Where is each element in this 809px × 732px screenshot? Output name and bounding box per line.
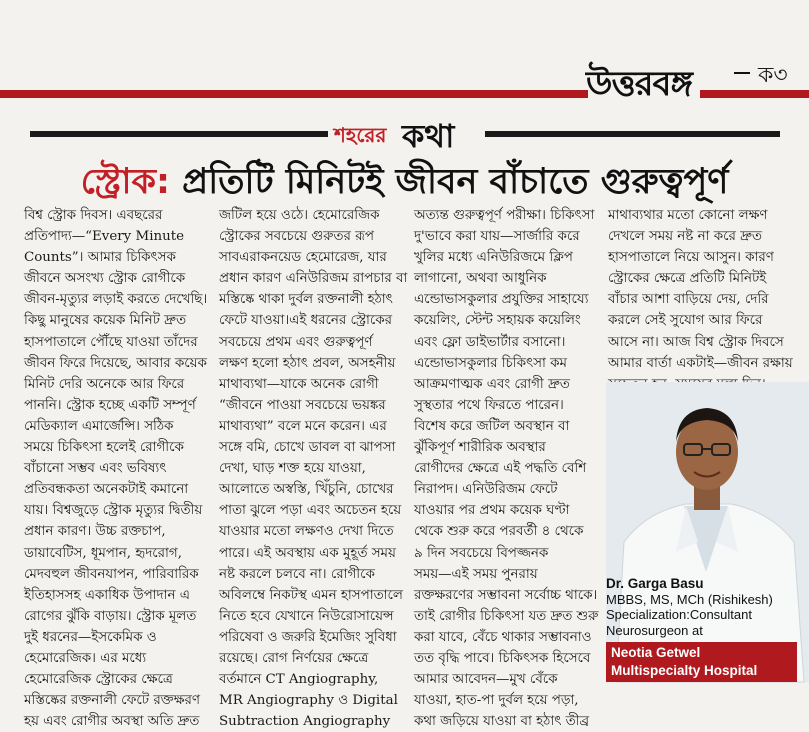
article-line: ৯ দিন সবচেয়ে বিপজ্জনক — [414, 545, 549, 561]
article-line: প্রতিবন্ধকতা অনেকটাই কমানো — [24, 482, 189, 498]
article-line: অত্যন্ত গুরুত্বপূর্ণ পরীক্ষা। চিকিৎসা — [414, 208, 595, 223]
article-line: অবিলম্বে নিকটস্থ এমন হাসপাতালে — [219, 587, 403, 603]
article-line: জীবন ফিরে দিয়েছে, আবার কয়েক — [24, 355, 207, 371]
article-line: এন্ডোভাসকুলার প্রযুক্তির সাহায্যে — [414, 292, 589, 308]
section-heading-big: কথা — [402, 117, 455, 155]
article-line: MR Angiography ও Digital — [219, 693, 398, 709]
article-column-4 — [608, 205, 802, 385]
article-line: তাই রোগীর চিকিৎসা যত দ্রুত শুরু — [414, 608, 599, 624]
section-rule-left — [30, 131, 328, 137]
author-role: Neurosurgeon at — [606, 622, 703, 638]
article-line: জটিল হয়ে ওঠে। হেমোরেজিক — [219, 208, 380, 223]
section-heading — [334, 113, 482, 153]
article-line: রোগীদের ক্ষেত্রে এই পদ্ধতি বেশি — [414, 461, 587, 477]
article-line: ডায়াবেটিস, ধূমপান, হৃদরোগ, — [24, 545, 182, 561]
article-line: প্রধান কারণ। উচ্চ রক্তচাপ, — [24, 524, 166, 540]
article-line: করলে সেই সুযোগ আর ফিরে — [608, 313, 763, 329]
article-line: মস্তিষ্কে থাকা দুর্বল রক্তনালী হঠাৎ — [219, 292, 393, 308]
headline-main: প্রতিটি মিনিটই জীবন বাঁচাতে গুরুত্বপূর্ণ — [182, 162, 729, 202]
article-line: দু'ভাবে করা যায়—সার্জারি করে — [414, 229, 580, 245]
article-line: হেমোরেজিক। এর মধ্যে — [24, 650, 147, 666]
article-line: সুস্থতার পথে ফিরতে পারেন। — [414, 397, 564, 413]
headline-accent: স্ট্রোক: — [80, 162, 170, 202]
author-name: Dr. Garga Basu — [606, 576, 704, 591]
hospital-box — [606, 642, 797, 682]
article-line: বাঁচার আশা বাড়িয়ে দেয়, দেরি — [608, 292, 769, 308]
article-line: যাওয়ার পর প্রথম কয়েক ঘণ্টা — [414, 503, 570, 519]
article-line: আমার বার্তা একটাই—জীবন রক্ষায় — [608, 355, 793, 371]
article-line: হাসপাতালে পৌঁছে যাওয়া তাঁদের — [24, 334, 198, 350]
article-column-3 — [414, 205, 606, 730]
article-line: জীবনে অসংখ্য স্ট্রোক রোগীকে — [24, 271, 186, 287]
section-rule-right — [485, 131, 780, 137]
article-line: সময়ে চিকিৎসা হলেই রোগীকে — [24, 440, 184, 456]
article-column-2 — [219, 205, 409, 730]
article-line: যায়। বিশ্বজুড়ে স্ট্রোক মৃত্যুর দ্বিতীয় — [24, 503, 203, 519]
article-line: মেদবহুল জীবনযাপন, পারিবারিক — [24, 566, 199, 582]
article-line: তত বৃদ্ধি পাবে। চিকিৎসক হিসেবে — [414, 650, 591, 666]
article-line: বিশেষ করে জটিল অবস্থান বা — [414, 418, 570, 434]
article-line: মাথাব্যথা” বলে মনে করেন। এর — [219, 418, 387, 434]
article-line: হেমোরেজিক স্ট্রোকের ক্ষেত্রে — [24, 672, 173, 688]
article-line: বাঁচানো সম্ভব এবং ভবিষ্যৎ — [24, 461, 167, 477]
article-line: স্ট্রোকের ক্ষেত্রে প্রতিটি মিনিটই — [608, 271, 767, 287]
article-line: জীবন-মৃত্যুর লড়াই করতে দেখেছি। — [24, 292, 208, 308]
article-line: আলোতে অস্বস্তি, খিঁচুনি, চোখের — [219, 482, 394, 498]
article-line: আক্রমণাত্মক এবং রোগী দ্রুত — [414, 376, 570, 392]
article-line: সবচেয়ে প্রথম এবং গুরুত্বপূর্ণ — [219, 334, 373, 350]
masthead-rule-right — [700, 90, 809, 98]
article-line: ঝুঁকিপূর্ণ শারীরিক অবস্থার — [414, 440, 546, 456]
article-line: যাওয়া, হাত-পা দুর্বল হয়ে পড়া, — [414, 693, 579, 709]
article-line: নিরাপদ। এনিউরিজম ফেটে — [414, 482, 558, 498]
section-heading-small: শহরের — [334, 123, 387, 147]
hospital-name-line2: Multispecialty Hospital — [611, 663, 758, 678]
article-line: Counts”। আমার চিকিৎসক — [24, 250, 176, 266]
hospital-name-line1: Neotia Getwel — [611, 645, 701, 660]
article-line: দুই ধরনের—ইসকেমিক ও — [24, 629, 157, 645]
masthead-divider — [734, 72, 750, 74]
article-line: খুলির মধ্যে এনিউরিজমে ক্লিপ — [414, 250, 573, 266]
article-line: কিছু মানুষের কয়েক মিনিট দ্রুত — [24, 313, 186, 329]
article-line: রক্তক্ষরণের সম্ভাবনা সর্বোচ্চ থাকে। — [414, 587, 598, 603]
article-line: পরিষেবা ও জরুরি ইমেজিং সুবিধা — [219, 629, 397, 645]
masthead-logo: উত্তরবঙ্গ — [586, 64, 692, 104]
article-column-1 — [24, 205, 214, 730]
article-line: থেকে শুরু করে পরবর্তী ৪ থেকে — [414, 524, 584, 540]
article-line: যাওয়ার মতো লক্ষণও দেখা দিতে — [219, 524, 394, 540]
article-line: সঙ্গে বমি, চোখে ডাবল বা ঝাপসা — [219, 440, 396, 456]
article-line: পারে। এই অবস্থায় এক মুহূর্ত সময় — [219, 545, 396, 561]
article-line: বর্তমানে CT Angiography, — [219, 672, 379, 688]
article-line: দেখলে সময় নষ্ট না করে দ্রুত — [608, 229, 762, 245]
article-line: আমার আবেদন—মুখ বেঁকে — [414, 672, 558, 688]
article-line: দেখা, ঘাড় শক্ত হয়ে যাওয়া, — [219, 461, 366, 477]
article-line: মস্তিষ্কের রক্তনালী ফেটে রক্তক্ষরণ — [24, 693, 201, 709]
article-line: এবং ফ্লো ডাইভার্টার বসানো। — [414, 334, 566, 350]
article-line: রয়েছে। রোগ নির্ণয়ের ক্ষেত্রে — [219, 650, 369, 666]
article-line: সময়—এই সময় পুনরায় — [414, 566, 538, 582]
article-line: প্রধান কারণ এনিউরিজম রাপচার বা — [219, 271, 408, 287]
article-line: নষ্ট করলে চলবে না। রোগীকে — [219, 566, 375, 582]
article-line: হয় এবং রোগীর অবস্থা অতি দ্রুত — [24, 714, 200, 730]
article-line: লাগানো, অথবা আধুনিক — [414, 271, 547, 287]
author-specialization: Specialization:Consultant — [606, 607, 752, 622]
article-line: প্রতিপাদ্য—“Every Minute — [24, 229, 185, 245]
article-line: স্ট্রোকের সবচেয়ে গুরুতর রূপ — [219, 229, 374, 245]
article-line: এন্ডোভাসকুলার চিকিৎসা কম — [414, 355, 567, 371]
article-line: কয়েলিং, স্টেন্ট সহায়ক কয়েলিং — [414, 313, 581, 329]
article-line: Subtraction Angiography — [219, 714, 391, 730]
article-line: পাননি। স্ট্রোক হচ্ছে একটি সম্পূর্ণ — [24, 397, 196, 413]
article-line: মাথাব্যথার মতো কোনো লক্ষণ — [608, 208, 768, 223]
article-line: ফেটে যাওয়া।এই ধরনের স্ট্রোকের — [219, 313, 393, 329]
article-line: সাবএরাকনয়েড হেমোরেজ, যার — [219, 250, 387, 266]
author-degrees: MBBS, MS, MCh (Rishikesh) — [606, 591, 773, 607]
article-line: কথা জড়িয়ে যাওয়া বা হঠাৎ তীব্র — [414, 714, 590, 730]
article-line: মিনিট দেরি অনেকে আর ফিরে — [24, 376, 185, 392]
article-line: মেডিক্যাল এমার্জেন্সি। সঠিক — [24, 418, 174, 434]
article-line: লক্ষণ হলো হঠাৎ প্রবল, অসহনীয় — [219, 355, 396, 371]
article-line: হাসপাতালে নিয়ে আসুন। কারণ — [608, 250, 774, 266]
page-number: ক৩ — [758, 63, 788, 88]
article-line: পাতা ঝুলে পড়া এবং অচেতন হয়ে — [219, 503, 402, 519]
article-line: ইতিহাসসহ একাধিক উপাদান এ — [24, 587, 190, 603]
article-line: নিতে হবে যেখানে নিউরোসায়েন্স — [219, 608, 394, 624]
article-line: রোগের ঝুঁকি বাড়ায়। স্ট্রোক মূলত — [24, 608, 197, 624]
article-line: করা যাবে, বেঁচে থাকার সম্ভাবনাও — [414, 629, 592, 645]
article-line: মাথাব্যথা—যাকে অনেক রোগী — [219, 376, 379, 392]
masthead-rule-left — [0, 90, 588, 98]
article-line: “জীবনে পাওয়া সবচেয়ে ভয়ঙ্কর — [219, 397, 386, 413]
article-line: বিশ্ব স্ট্রোক দিবস। এবছরের — [24, 208, 163, 223]
author-caption — [606, 576, 806, 638]
article-line: আসে না। আজ বিশ্ব স্ট্রোক দিবসে — [608, 334, 784, 350]
